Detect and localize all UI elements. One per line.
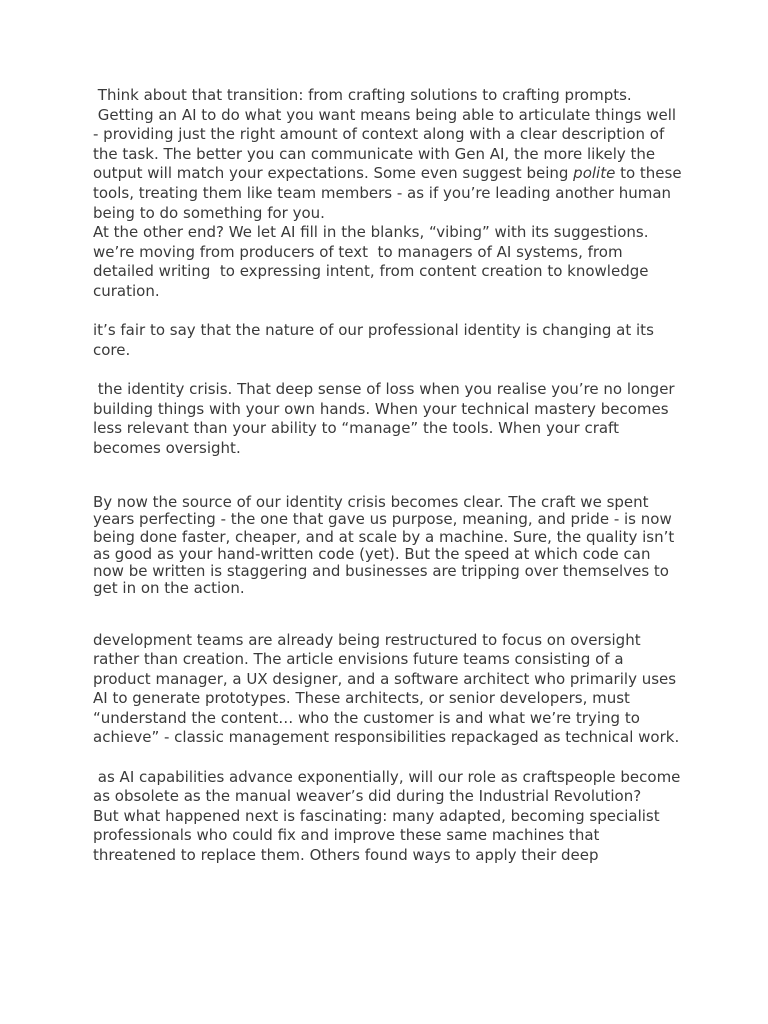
text-line: But what happened next is fascinating: many adapted, becoming specialist professionals who could fix and improve these same machines that threatened to replace them. Others found ways to apply their deep — [93, 806, 665, 865]
text-line: it’s fair to say that the nature of our professional identity is changing at its core. — [93, 321, 659, 359]
italic-text: polite — [573, 164, 616, 183]
text-span: Getting an AI to do what you want means being able to articulate things well - providing just the right amount of context along with a clear description of the task. The better you can communicate with Gen AI, the more likely the output will match your expectations. Some even suggest being — [93, 105, 681, 183]
spacer — [93, 598, 683, 631]
paragraph-source — [93, 494, 683, 597]
spacer — [93, 302, 683, 322]
document-page — [93, 86, 687, 866]
text-line — [93, 105, 687, 224]
text-line: we’re moving from producers of text to managers of AI systems, from detailed writing to expressing intent, from content creation to knowledge curation. — [93, 242, 654, 300]
paragraph-teams — [93, 631, 683, 749]
text-line: By now the source of our identity crisis becomes clear. The craft we spent years perfecting - the one that gave us purpose, meaning, and pride - is now being done faster, cheaper, and at scale by a machine. Sure, the quality isn’t as good as your hand-written code (yet). But the speed at which code can now be written is staggering and businesses are tripping over themselves to get in on the action. — [93, 493, 680, 598]
paragraph-crisis — [93, 380, 683, 458]
text-line: as AI capabilities advance exponentially, will our role as craftspeople become as obsolete as the manual weaver’s did during the Industrial Revolution? — [93, 767, 686, 806]
text-line: Think about that transition: from crafting solutions to crafting prompts. — [93, 86, 632, 104]
spacer — [93, 360, 683, 380]
text-line: the identity crisis. That deep sense of loss when you realise you’re no longer building things with your own hands. When your technical mastery becomes less relevant than your ability to “manage” the tools. When your craft becomes oversight. — [93, 379, 680, 457]
paragraph-transition — [93, 86, 687, 302]
text-span: to these tools, treating them like team members - as if you’re leading another human being to do something for you. — [93, 164, 687, 222]
text-line: development teams are already being restructured to focus on oversight rather than creation. The article envisions future teams consisting of a product manager, a UX designer, and a software architect who primarily uses AI to generate prototypes. These architects, or senior developers, must “understand the content… who the customer is and what we’re trying to achieve” - classic management responsibilities repackaged as technical work. — [93, 630, 681, 747]
spacer — [93, 458, 683, 494]
paragraph-craftspeople — [93, 767, 686, 866]
text-line: At the other end? We let AI fill in the blanks, “vibing” with its suggestions. — [93, 223, 649, 242]
spacer — [93, 748, 683, 768]
paragraph-identity — [93, 321, 683, 360]
